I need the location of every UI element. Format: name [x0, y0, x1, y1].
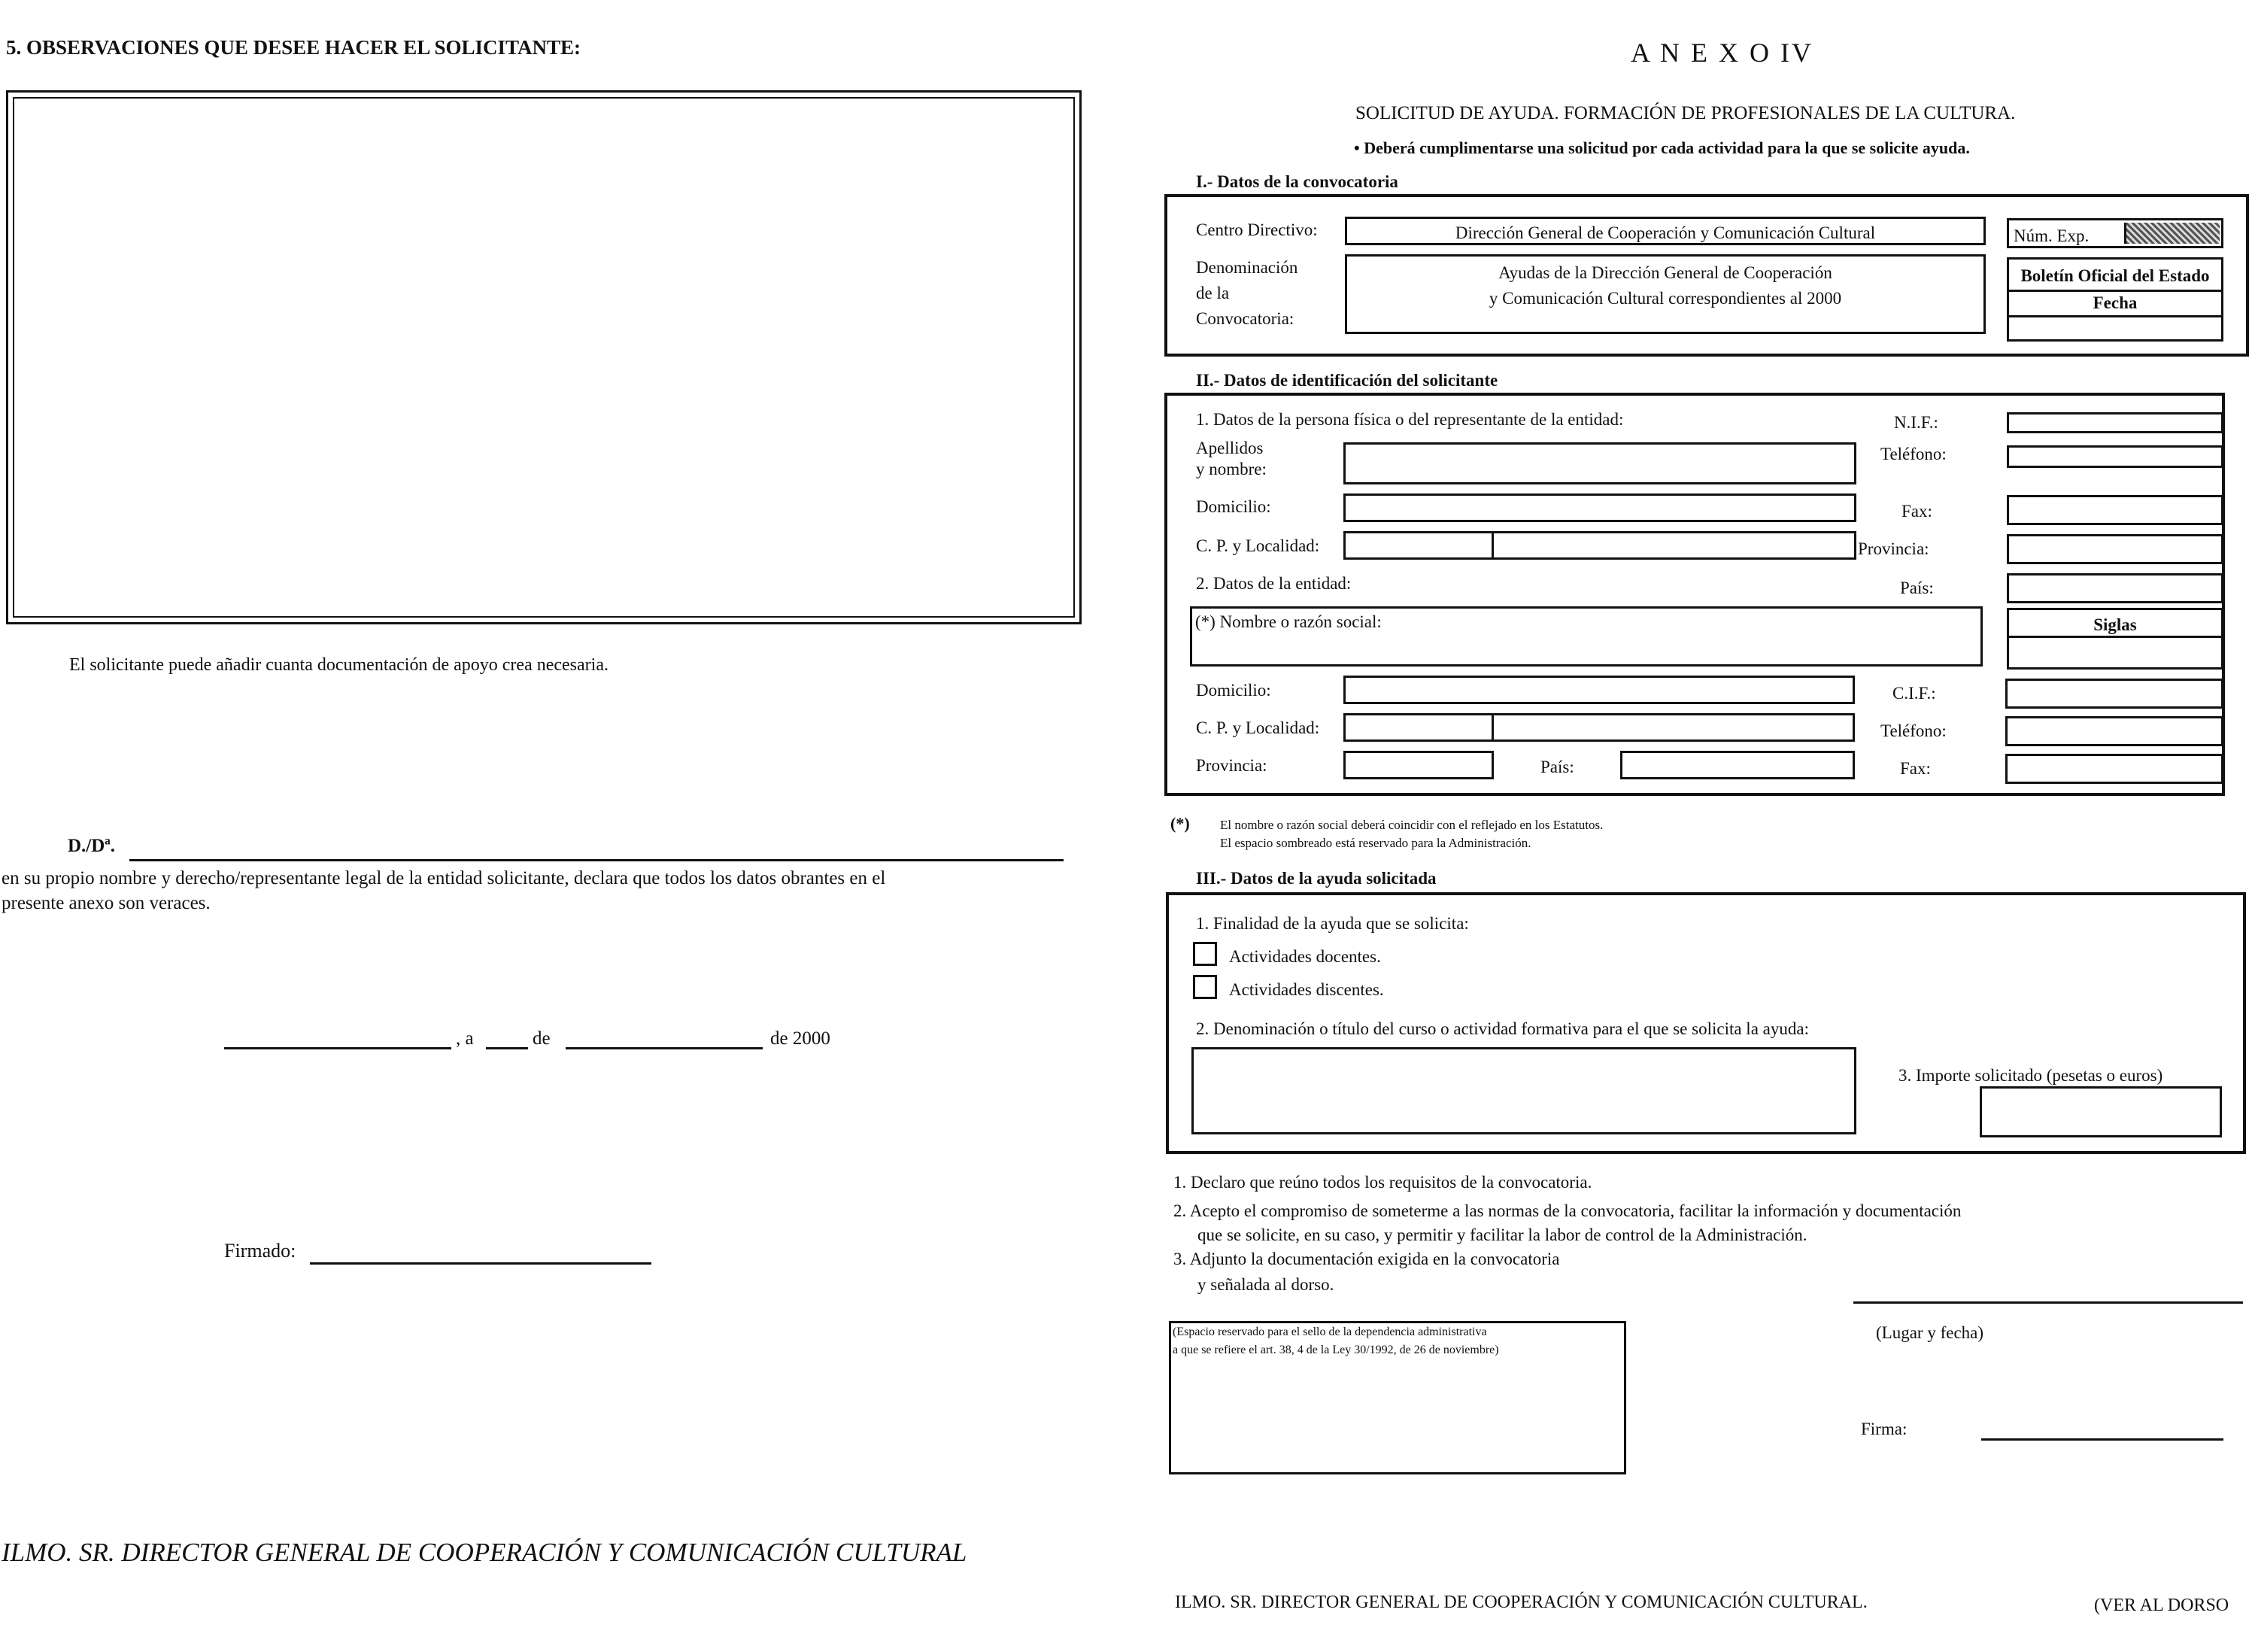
cif-label: C.I.F.:: [1892, 684, 1936, 703]
denom-label-3: Convocatoria:: [1196, 309, 1294, 328]
section1-title: I.- Datos de la convocatoria: [1196, 172, 1398, 191]
year-label: de 2000: [770, 1028, 830, 1049]
fax-label: Fax:: [1901, 502, 1932, 521]
declaration-3b: y señalada al dorso.: [1197, 1275, 1334, 1294]
form-note: • Deberá cumplimentarse una solicitud por cada actividad para la que se solicite ayuda.: [1354, 138, 1970, 157]
pais2-input[interactable]: [1620, 751, 1855, 779]
fecha-label: Fecha: [2093, 293, 2138, 312]
localidad2-input[interactable]: [1492, 713, 1855, 742]
declaration-1: 1. Declaro que reúno todos los requisitos de la convocatoria.: [1173, 1173, 1592, 1192]
section3-title: III.- Datos de la ayuda solicitada: [1196, 869, 1437, 888]
declaration-line-1: en su propio nombre y derecho/representante legal de la entidad solicitante, declara que todos los datos obrantes en el: [2, 868, 886, 888]
denom-label-1: Denominación: [1196, 258, 1298, 277]
provincia-input[interactable]: [2007, 534, 2223, 564]
domicilio-label: Domicilio:: [1196, 497, 1271, 516]
dd-label: D./Dª.: [68, 836, 116, 856]
annex-title: A N E X O IV: [1631, 38, 1813, 68]
declaration-3a: 3. Adjunto la documentación exigida en la convocatoria: [1173, 1250, 1560, 1268]
provincia2-label: Provincia:: [1196, 756, 1267, 775]
form-title: SOLICITUD DE AYUDA. FORMACIÓN DE PROFESIONALES DE LA CULTURA.: [1355, 103, 2016, 123]
num-exp-box: [2007, 218, 2223, 248]
domicilio-input[interactable]: [1343, 493, 1856, 522]
telefono2-label: Teléfono:: [1880, 721, 1947, 740]
cp-localidad2-label: C. P. y Localidad:: [1196, 718, 1320, 737]
actividades-discentes-checkbox[interactable]: [1193, 975, 1217, 999]
observations-box-outer: [6, 90, 1082, 624]
stamp-text-2: a que se refiere el art. 38, 4 de la Ley 30/1992, de 26 de noviembre): [1173, 1344, 1499, 1356]
pais-input[interactable]: [2007, 573, 2223, 603]
siglas-label: Siglas: [2093, 615, 2137, 634]
q3-label: 3. Importe solicitado (pesetas o euros): [1898, 1066, 2163, 1085]
declaration-2a: 2. Acepto el compromiso de someterme a las normas de la convocatoria, facilitar la información y documentación: [1173, 1201, 1962, 1220]
telefono-label: Teléfono:: [1880, 445, 1947, 463]
boe-label: Boletín Oficial del Estado: [2020, 266, 2210, 285]
denom-value-1: Ayudas de la Dirección General de Cooperación: [1498, 263, 1832, 282]
denom-value-2: y Comunicación Cultural correspondientes al 2000: [1489, 289, 1842, 308]
cif-input[interactable]: [2005, 679, 2223, 709]
provincia-label: Provincia:: [1858, 539, 1929, 558]
date-a-label: , a: [456, 1028, 474, 1049]
pais-label: País:: [1900, 579, 1934, 597]
footnote-2: El espacio sombreado está reservado para la Administración.: [1220, 836, 1531, 850]
nif-input[interactable]: [2007, 412, 2223, 433]
month-line[interactable]: [566, 1047, 763, 1049]
q2-label: 2. Denominación o título del curso o actividad formativa para el que se solicita la ayuda:: [1196, 1019, 1809, 1038]
fax-input[interactable]: [2007, 495, 2223, 525]
q1-label: 1. Finalidad de la ayuda que se solicita:: [1196, 914, 1469, 933]
stamp-box: [1169, 1321, 1626, 1474]
cp-input[interactable]: [1343, 531, 1494, 560]
firma-line[interactable]: [1981, 1438, 2223, 1441]
cp2-input[interactable]: [1343, 713, 1494, 742]
left-addressee: ILMO. SR. DIRECTOR GENERAL DE COOPERACIÓN Y COMUNICACIÓN CULTURAL: [2, 1538, 967, 1567]
apellidos-label-2: y nombre:: [1196, 460, 1267, 478]
apellidos-input[interactable]: [1343, 442, 1856, 484]
siglas-divider: [2009, 636, 2221, 638]
section5-title: 5. OBSERVACIONES QUE DESEE HACER EL SOLICITANTE:: [6, 36, 581, 59]
p2-title: 2. Datos de la entidad:: [1196, 574, 1352, 593]
footnote-1: El nombre o razón social deberá coincidir con el reflejado en los Estatutos.: [1220, 818, 1604, 832]
apellidos-label-1: Apellidos: [1196, 439, 1264, 457]
dd-name-line[interactable]: [129, 859, 1064, 861]
date-de-label: de: [533, 1028, 551, 1049]
telefono2-input[interactable]: [2005, 716, 2223, 746]
documentation-note: El solicitante puede añadir cuanta documentación de apoyo crea necesaria.: [69, 655, 609, 675]
actividades-docentes-checkbox[interactable]: [1193, 942, 1217, 966]
actividades-docentes-label: Actividades docentes.: [1229, 947, 1381, 966]
nombre-razon-input[interactable]: [1190, 606, 1983, 667]
domicilio2-input[interactable]: [1343, 676, 1855, 704]
boe-divider: [2009, 290, 2221, 292]
denom-field: [1345, 254, 1986, 334]
lugar-fecha-line[interactable]: [1853, 1301, 2243, 1304]
importe-input[interactable]: [1980, 1086, 2222, 1137]
p1-title: 1. Datos de la persona física o del representante de la entidad:: [1196, 410, 1624, 429]
centro-field: [1345, 217, 1986, 245]
fax2-label: Fax:: [1900, 759, 1931, 778]
fax2-input[interactable]: [2005, 754, 2223, 784]
place-line[interactable]: [224, 1047, 451, 1049]
declaration-line-2: presente anexo son veraces.: [2, 893, 211, 913]
num-exp-shaded: [2124, 223, 2220, 244]
cp-localidad-label: C. P. y Localidad:: [1196, 536, 1320, 555]
domicilio2-label: Domicilio:: [1196, 681, 1271, 700]
right-addressee: ILMO. SR. DIRECTOR GENERAL DE COOPERACIÓN Y COMUNICACIÓN CULTURAL.: [1175, 1593, 1868, 1612]
denom-label-2: de la: [1196, 284, 1230, 302]
ver-al-dorso: (VER AL DORSO: [2094, 1596, 2229, 1615]
provincia2-input[interactable]: [1343, 751, 1494, 779]
telefono-input[interactable]: [2007, 445, 2223, 468]
pais2-label: País:: [1540, 758, 1574, 776]
signed-label: Firmado:: [224, 1240, 296, 1262]
boe-box: [2007, 257, 2223, 342]
stamp-text-1: (Espacio reservado para el sello de la dependencia administrativa: [1173, 1326, 1487, 1338]
localidad-input[interactable]: [1492, 531, 1856, 560]
firma-label: Firma:: [1861, 1420, 1908, 1438]
signature-line[interactable]: [310, 1262, 651, 1265]
num-exp-label: Núm. Exp.: [2014, 226, 2090, 245]
nif-label: N.I.F.:: [1894, 413, 1938, 432]
course-title-input[interactable]: [1191, 1047, 1856, 1134]
observations-textarea[interactable]: [13, 97, 1075, 618]
section2-title: II.- Datos de identificación del solicitante: [1196, 371, 1498, 390]
nombre-razon-label: (*) Nombre o razón social:: [1195, 612, 1382, 631]
lugar-fecha-label: (Lugar y fecha): [1876, 1323, 1984, 1342]
centro-value: Dirección General de Cooperación y Comunicación Cultural: [1455, 223, 1876, 242]
declaration-2b: que se solicite, en su caso, y permitir y facilitar la labor de control de la Administración.: [1197, 1225, 1807, 1244]
footnote-mark: (*): [1170, 814, 1190, 833]
day-line[interactable]: [486, 1047, 528, 1049]
siglas-box[interactable]: [2007, 608, 2223, 670]
actividades-discentes-label: Actividades discentes.: [1229, 980, 1384, 999]
fecha-divider: [2009, 315, 2221, 317]
centro-label: Centro Directivo:: [1196, 220, 1318, 239]
